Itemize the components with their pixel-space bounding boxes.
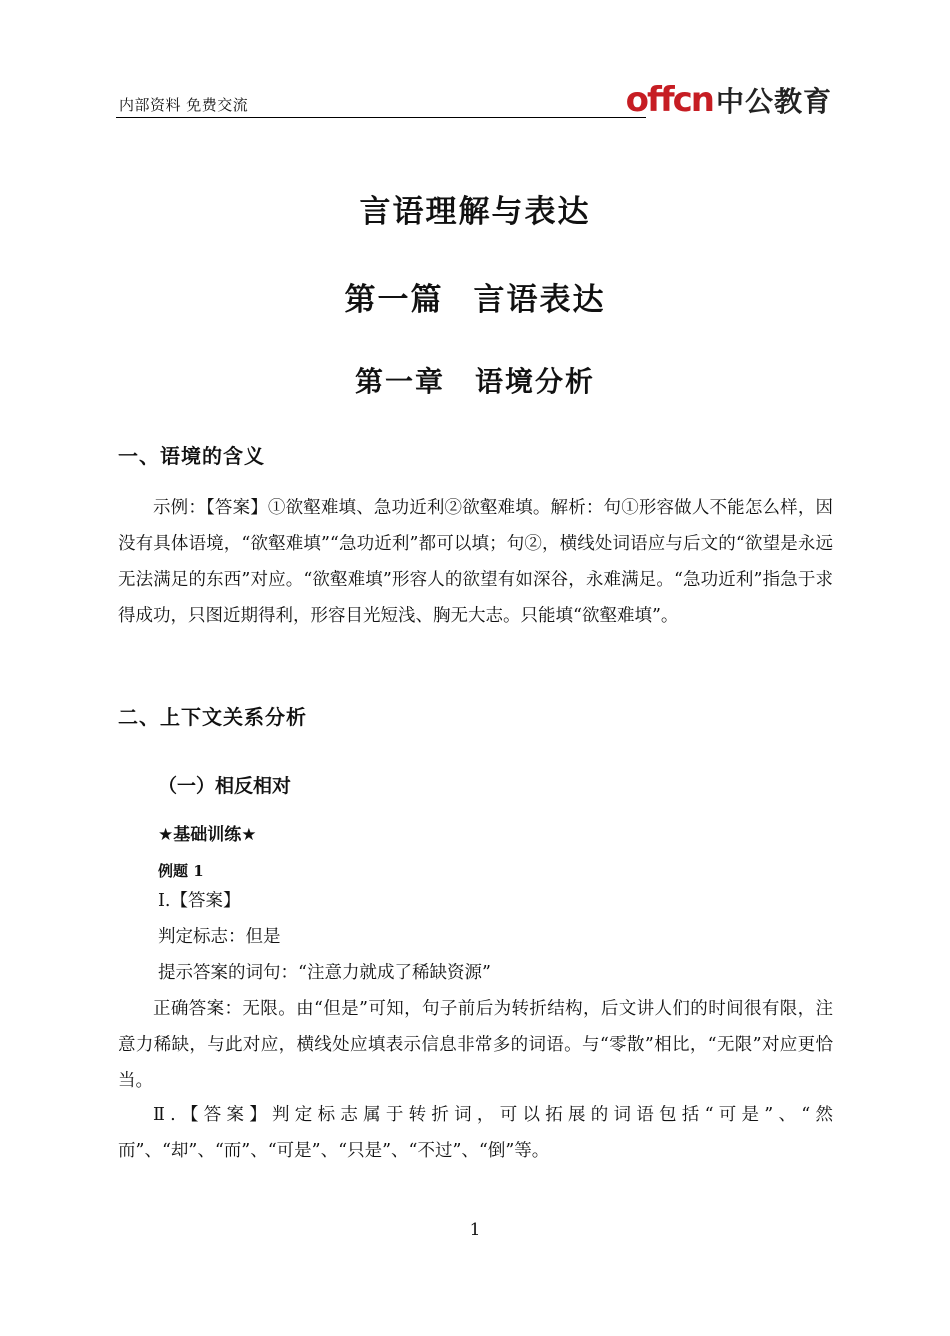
- section1-heading: 一、语境的含义: [118, 444, 265, 468]
- header-left-text: 内部资料 免费交流: [119, 96, 249, 114]
- chapter-title: [0, 360, 950, 400]
- part-name: 言语表达: [473, 282, 606, 318]
- answer-paragraph: 正确答案：无限。由“但是”可知，句子前后为转折结构，后文讲人们的时间很有限，注意力稀缺，与此对应，横线处应填表示信息非常多的词语。与“零散”相比，“无限”对应更恰当。: [118, 999, 833, 1091]
- chapter-label: 第一章: [354, 365, 445, 398]
- hint-line: 提示答案的词句：“注意力就成了稀缺资源”: [158, 963, 491, 983]
- part-label: 第一篇: [344, 282, 444, 318]
- part1-label: Ⅰ.【答案】: [158, 891, 241, 911]
- logo-cn: 中公教育: [715, 85, 832, 118]
- main-title: 言语理解与表达: [359, 194, 591, 230]
- part2-paragraph: Ⅱ.【答案】判定标志属于转折词，可以拓展的词语包括“可是”、“然而”、“却”、“而”、“可是”、“只是”、“不过”、“倒”等。: [118, 1105, 833, 1161]
- training-label: ★基础训练★: [158, 825, 257, 845]
- section2-heading: 二、上下文关系分析: [118, 705, 307, 729]
- part-title: [0, 274, 950, 319]
- offcn-logo: [626, 80, 832, 120]
- chapter-name: 语境分析: [475, 365, 596, 398]
- page-header: [116, 78, 832, 118]
- logo-en: offcn: [625, 80, 713, 120]
- subsection-heading: （一）相反相对: [158, 775, 292, 797]
- page-number: 1: [469, 1220, 481, 1240]
- example-label: 例题 1: [158, 862, 204, 880]
- marker-line: 判定标志：但是: [158, 927, 281, 947]
- section1-paragraph: 示例：【答案】①欲壑难填、急功近利②欲壑难填。解析：句①形容做人不能怎么样，因没有具体语境，“欲壑难填”“急功近利”都可以填；句②，横线处词语应与后文的“欲望是永远无法满足的东西”对应。“欲壑难填”形容人的欲望有如深谷，永难满足。“急功近利”指急于求得成功，只图近期得利，形容目光短浅、胸无大志。只能填“欲壑难填”。: [118, 498, 833, 626]
- header-rule: [116, 117, 646, 118]
